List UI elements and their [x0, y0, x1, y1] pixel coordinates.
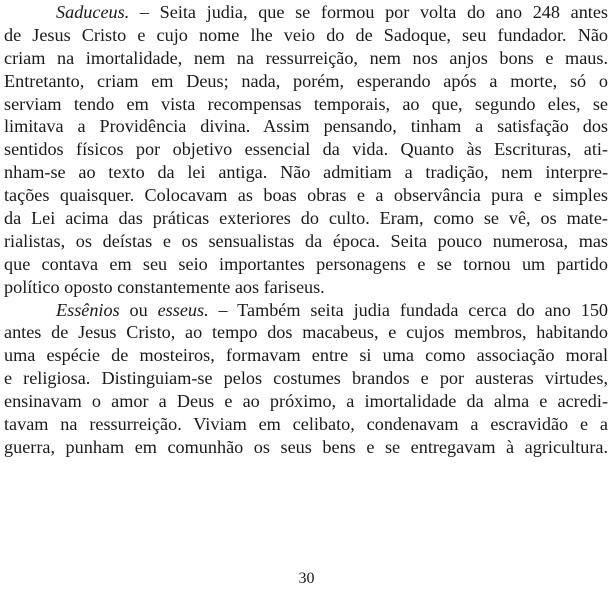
paragraph-saduceus — [4, 1, 608, 299]
text-line: limitava a Providência divina. Assim pensando, tinham a satisfação dos — [4, 116, 608, 137]
text-line: Essênios ou esseus. – Também seita judia fundada cerca do ano 150 — [56, 299, 609, 320]
paragraph-essenios — [4, 299, 608, 459]
text-line: guerra, punham em comunhão os seus bens e se entregavam à agricultura. — [4, 436, 608, 457]
page-number: 30 — [298, 570, 315, 587]
page-body — [4, 1, 608, 459]
text-line: tavam na ressurreição. Viviam em celibato, condenavam a escravidão e a — [4, 414, 608, 435]
text-line: antes de Jesus Cristo, ao tempo dos macabeus, e cujos membros, habitando — [4, 322, 608, 343]
text-line: da Lei acima das práticas exteriores do culto. Eram, como se vê, os mate- — [4, 208, 608, 229]
text-line: sentidos físicos por objetivo essencial da vida. Quanto às Escrituras, ati- — [4, 139, 608, 160]
term-essenios: Essênios — [56, 299, 120, 320]
text-line: tações quaisquer. Colocavam as boas obras e a observância pura e simples — [4, 185, 608, 206]
text-line: nham-se ao texto da lei antiga. Não admitiam a tradição, nem interpre- — [4, 162, 608, 183]
term-esseus: esseus. — [157, 299, 209, 320]
term-saduceus: Saduceus. — [56, 2, 130, 22]
text-line: serviam tendo em vista recompensas temporais, ao que, segundo eles, se — [4, 93, 608, 114]
text-line: político oposto constantemente aos fariseus. — [4, 276, 325, 297]
text-line: uma espécie de mosteiros, formavam entre si uma como associação moral — [4, 345, 608, 366]
text-line: e religiosa. Distinguiam-se pelos costumes brandos e por austeras virtudes, — [4, 368, 608, 389]
text-line: que contava em seu seio importantes personagens e se tornou um partido — [4, 253, 608, 274]
text-line: rialistas, os deístas e os sensualistas da época. Seita pouco numerosa, mas — [4, 230, 608, 251]
text-line: ensinavam o amor a Deus e ao próximo, a imortalidade da alma e acredi- — [4, 391, 608, 412]
text-line: Entretanto, criam em Deus; nada, porém, esperando após a morte, só o — [4, 70, 608, 91]
text-line: de Jesus Cristo e cujo nome lhe veio do de Sadoque, seu fundador. Não — [4, 24, 608, 45]
text-line: criam na imortalidade, nem na ressurreição, nem nos anjos bons e maus. — [4, 47, 608, 68]
text-line: Saduceus. – Seita judia, que se formou por volta do ano 248 antes — [56, 2, 608, 22]
